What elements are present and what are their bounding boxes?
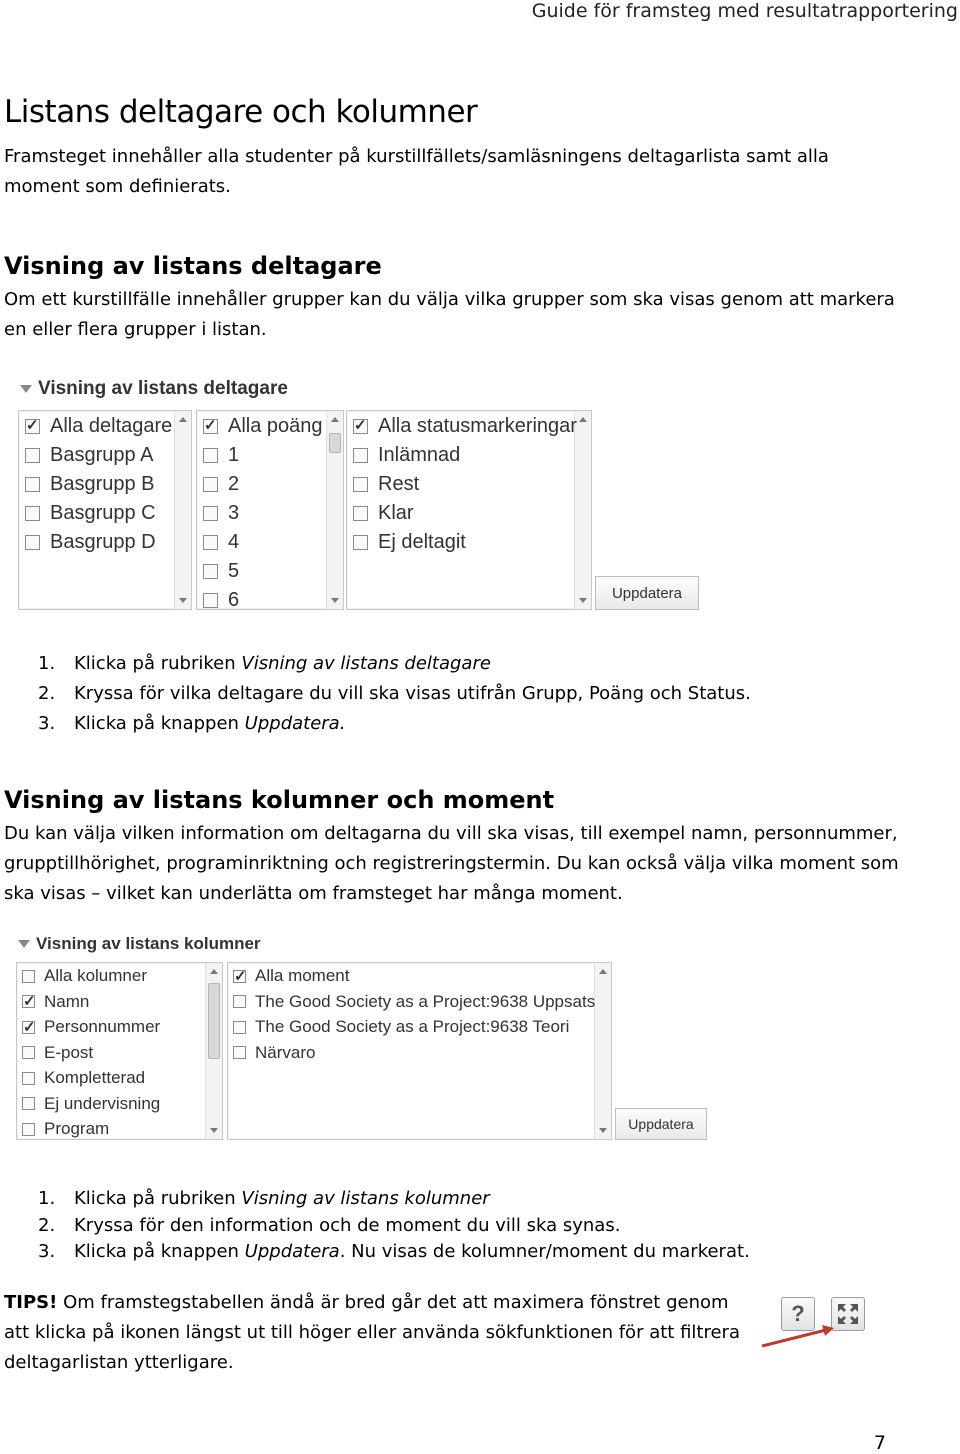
- list-item[interactable]: [203, 502, 239, 525]
- list-item-label: 5: [228, 560, 240, 582]
- collapse-triangle-icon: [18, 940, 30, 948]
- step-number: 3.: [38, 713, 56, 734]
- scrollbar[interactable]: [594, 963, 611, 1139]
- step-emphasis: Visning av listans deltagare: [241, 653, 491, 674]
- list-item-label: Basgrupp C: [50, 502, 156, 524]
- step-number: 1.: [38, 653, 56, 674]
- checkbox[interactable]: [203, 448, 218, 463]
- list-item-label: Kompletterad: [44, 1068, 146, 1087]
- checkbox[interactable]: [203, 506, 218, 521]
- list-item-label: Ej undervisning: [44, 1093, 161, 1113]
- participants-panel-header[interactable]: Visning av listans deltagare: [20, 378, 288, 400]
- checkbox[interactable]: [22, 1046, 35, 1059]
- list-item-label: Basgrupp B: [50, 473, 155, 495]
- checkbox[interactable]: [233, 1046, 246, 1059]
- step-text-after: . Nu visas de kolumner/moment du markerat.: [339, 1241, 750, 1262]
- step-text: Klicka på rubriken: [74, 1188, 242, 1209]
- update-button[interactable]: Uppdatera: [615, 1108, 707, 1140]
- step-text: Klicka på knappen: [74, 1241, 245, 1262]
- step-number: 3.: [38, 1241, 56, 1262]
- points-listbox[interactable]: [196, 410, 344, 610]
- list-item[interactable]: [25, 473, 155, 496]
- checkbox[interactable]: [203, 564, 218, 579]
- collapse-triangle-icon: [20, 385, 32, 393]
- list-item-label: Inlämnad: [378, 444, 461, 466]
- list-item[interactable]: [22, 966, 147, 986]
- list-item[interactable]: [22, 992, 89, 1012]
- intro-paragraph: Framsteget innehåller alla studenter på kurstillfällets/samläsningens deltagarlista samt alla moment som definierats.: [4, 146, 829, 197]
- list-item[interactable]: [25, 415, 172, 438]
- checkbox[interactable]: [233, 995, 246, 1008]
- list-item[interactable]: [353, 502, 414, 525]
- list-item-label: 3: [228, 502, 240, 524]
- list-item[interactable]: [233, 966, 349, 986]
- columns-listbox[interactable]: [16, 962, 223, 1140]
- checkbox[interactable]: [25, 477, 40, 492]
- list-item[interactable]: [25, 444, 153, 467]
- list-item-label: Närvaro: [255, 1042, 316, 1062]
- checkbox[interactable]: [203, 535, 218, 550]
- list-item[interactable]: [22, 1068, 145, 1088]
- list-item-label: Basgrupp D: [50, 531, 156, 553]
- step-text: Klicka på knappen: [74, 713, 245, 734]
- checkbox[interactable]: [203, 419, 218, 434]
- checkbox[interactable]: [25, 506, 40, 521]
- checkbox[interactable]: [25, 419, 40, 434]
- checkbox[interactable]: [353, 535, 368, 550]
- list-item-label: 4: [228, 531, 240, 553]
- step-emphasis: Uppdatera.: [244, 713, 346, 734]
- list-item[interactable]: [203, 444, 239, 467]
- group-listbox[interactable]: [18, 410, 192, 610]
- columns-panel-header[interactable]: Visning av listans kolumner: [18, 934, 261, 954]
- list-item[interactable]: [353, 531, 466, 554]
- list-item-label: Basgrupp A: [50, 444, 154, 466]
- checkbox[interactable]: [203, 477, 218, 492]
- checkbox[interactable]: [353, 506, 368, 521]
- columns-paragraph: Du kan välja vilken information om deltagarna du vill ska visas, till exempel namn, personnummer, grupptillhörighet, programinriktning och registreringstermin. Du kan också välja vilka moment som ska visas – vilket kan underlätta om framsteget har många moment.: [4, 823, 899, 904]
- list-item-label: The Good Society as a Project:9638 Uppsats: [255, 991, 596, 1011]
- list-item-label: Program: [44, 1119, 110, 1138]
- list-item-label: 2: [228, 473, 240, 495]
- list-item[interactable]: [203, 415, 323, 438]
- list-item-label: E-post: [44, 1042, 94, 1062]
- scrollbar[interactable]: [205, 963, 222, 1139]
- list-item[interactable]: [353, 444, 460, 467]
- list-item-label: 6: [228, 589, 240, 611]
- list-item[interactable]: [233, 1043, 315, 1063]
- checkbox[interactable]: [22, 1072, 35, 1085]
- scrollbar[interactable]: [574, 411, 591, 609]
- list-item[interactable]: [353, 473, 419, 496]
- expand-arrows-icon: [836, 1302, 860, 1326]
- list-item-label: Alla poäng: [228, 415, 323, 437]
- list-item[interactable]: [203, 473, 239, 496]
- list-item-label: 1: [228, 444, 240, 466]
- list-item[interactable]: [203, 589, 239, 612]
- checkbox[interactable]: [25, 448, 40, 463]
- list-item-label: Ej deltagit: [378, 531, 466, 553]
- list-item-label: Personnummer: [44, 1017, 161, 1036]
- list-item[interactable]: [233, 992, 595, 1012]
- step-number: 1.: [38, 1188, 56, 1209]
- checkbox[interactable]: [203, 593, 218, 608]
- list-item[interactable]: [233, 1017, 569, 1037]
- pointer-arrow-icon: [758, 1322, 838, 1352]
- checkbox[interactable]: [233, 1021, 246, 1034]
- step-number: 2.: [38, 1214, 56, 1236]
- list-item-label: Namn: [44, 991, 90, 1011]
- list-item[interactable]: [22, 1017, 160, 1037]
- moments-listbox[interactable]: [227, 962, 612, 1140]
- list-item-label: Alla moment: [255, 966, 350, 985]
- step-number: 2.: [38, 683, 56, 704]
- checkbox[interactable]: [233, 970, 246, 983]
- list-item[interactable]: [25, 531, 156, 554]
- checkbox[interactable]: [22, 970, 35, 983]
- tips-paragraph: TIPS! Om framstegstabellen ändå är bred går det att maximera fönstret genom att klicka på ikonen längst ut till höger eller använda sökfunktionen för att filtrera deltagarlistan ytterligare.: [4, 1292, 740, 1373]
- columns-steps: [4, 1186, 750, 1266]
- step-text: Klicka på rubriken: [74, 653, 242, 674]
- scrollbar[interactable]: [326, 411, 343, 609]
- scrollbar[interactable]: [174, 411, 191, 609]
- checkbox[interactable]: [22, 1123, 35, 1136]
- step-item: [4, 1186, 750, 1213]
- step-item: [4, 1213, 750, 1240]
- list-item[interactable]: [25, 502, 156, 525]
- list-item[interactable]: [22, 1094, 160, 1114]
- list-item-label: Alla deltagare: [50, 415, 173, 437]
- checkbox[interactable]: [353, 448, 368, 463]
- list-item-label: Alla statusmarkeringar: [378, 415, 577, 437]
- checkbox[interactable]: [353, 419, 368, 434]
- page-title: Listans deltagare och kolumner: [4, 94, 478, 130]
- list-item-label: Klar: [378, 502, 414, 524]
- participants-paragraph: Om ett kurstillfälle innehåller grupper kan du välja vilka grupper som ska visas genom att markera en eller flera grupper i listan.: [4, 289, 895, 340]
- checkbox[interactable]: [22, 995, 35, 1008]
- checkbox[interactable]: [22, 1021, 35, 1034]
- step-emphasis: Visning av listans kolumner: [241, 1188, 490, 1209]
- step-item: [4, 679, 751, 709]
- step-text: Kryssa för den information och de moment du vill ska synas.: [74, 1214, 621, 1236]
- list-item-label: Rest: [378, 473, 420, 495]
- step-text: Kryssa för vilka deltagare du vill ska visas utifrån Grupp, Poäng och Status.: [74, 683, 751, 704]
- page-number: 7: [873, 1432, 886, 1454]
- checkbox[interactable]: [22, 1097, 35, 1110]
- step-item: [4, 1239, 750, 1266]
- section-heading-columns: Visning av listans kolumner och moment: [4, 786, 555, 814]
- list-item[interactable]: [353, 415, 577, 438]
- list-item-label: Alla kolumner: [44, 966, 147, 985]
- checkbox[interactable]: [25, 535, 40, 550]
- list-item[interactable]: [22, 1119, 109, 1139]
- list-item-label: The Good Society as a Project:9638 Teori: [255, 1017, 570, 1036]
- participants-steps: [4, 649, 751, 739]
- list-item[interactable]: [203, 531, 239, 554]
- step-item: [4, 709, 751, 739]
- list-item[interactable]: [203, 560, 239, 583]
- help-icon[interactable]: ?: [781, 1297, 815, 1331]
- section-heading-participants: Visning av listans deltagare: [4, 252, 382, 280]
- step-item: [4, 649, 751, 679]
- status-listbox[interactable]: [346, 410, 592, 610]
- list-item[interactable]: [22, 1043, 93, 1063]
- running-header: Guide för framsteg med resultatrapportering: [531, 0, 958, 22]
- step-emphasis: Uppdatera: [244, 1241, 340, 1262]
- update-button[interactable]: Uppdatera: [595, 576, 699, 610]
- checkbox[interactable]: [353, 477, 368, 492]
